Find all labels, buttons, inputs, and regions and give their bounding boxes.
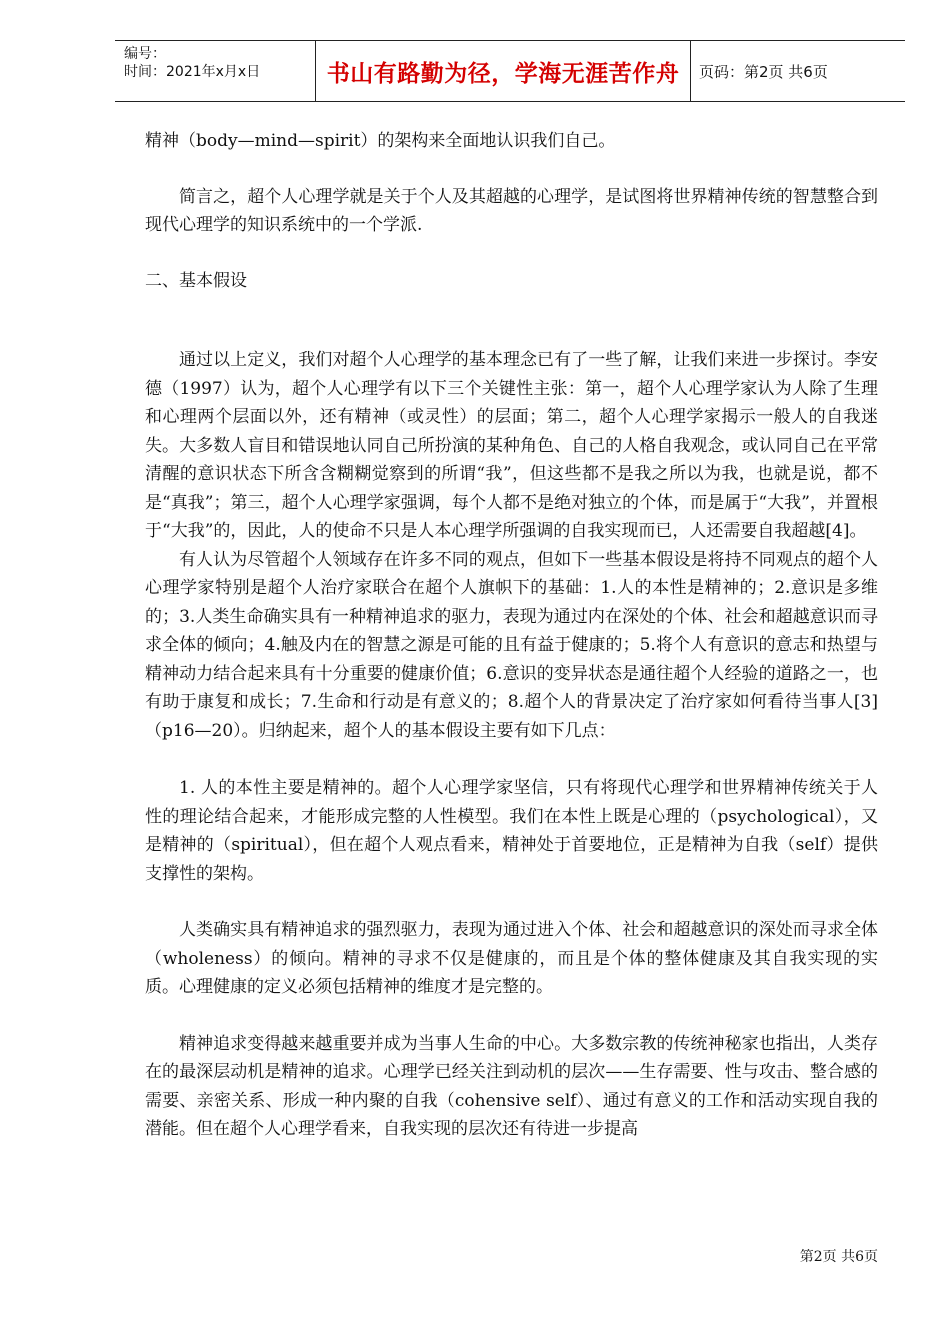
paragraph-key-claims: 通过以上定义，我们对超个人心理学的基本理念已有了一些了解，让我们来进一步探讨。李安德（1997）认为，超个人心理学有以下三个关键性主张：第一，超个人心理学家认为人除了生理和心理两个层面以外，还有精神（或灵性）的层面；第二，超个人心理学家揭示一般人的自我迷失。大多数人盲目和错误地认同自己所扮演的某种角色、自己的人格自我观念，或认同自己在平常清醒的意识状态下所含含糊糊觉察到的所谓“我”，但这些都不是我之所以为我，也就是说，都不是“真我”；第三，超个人心理学家强调，每个人都不是绝对独立的个体，而是属于“大我”，并置根于“大我”的，因此，人的使命不只是人本心理学所强调的自我实现而已，人还需要自我超越[4]。 [145, 350, 878, 541]
paragraph-summary: 简言之，超个人心理学就是关于个人及其超越的心理学，是试图将世界精神传统的智慧整合到现代心理学的知识系统中的一个学派. [145, 186, 878, 235]
header-meta [115, 41, 316, 101]
paragraph-assumptions-list: 有人认为尽管超个人领域存在许多不同的观点，但如下一些基本假设是将持不同观点的超个人心理学家特别是超个人治疗家联合在超个人旗帜下的基础：1.人的本性是精神的；2.意识是多维的；3.人类生命确实具有一种精神追求的驱力，表现为通过内在深处的个体、社会和超越意识而寻求全体的倾向；4.触及内在的智慧之源是可能的且有益于健康的；5.将个人有意识的意志和热望与精神动力结合起来具有十分重要的健康价值；6.意识的变异状态是通往超个人经验的道路之一，也有助于康复和成长；7.生命和行动是有意义的；8.超个人的背景决定了治疗家如何看待当事人[3]（p16—20）。归纳起来，超个人的基本假设主要有如下几点： [145, 549, 878, 741]
paragraph-spiritual-drive: 人类确实具有精神追求的强烈驱力，表现为通过进入个体、社会和超越意识的深处而寻求全体（wholeness）的倾向。精神的寻求不仅是健康的，而且是个体的整体健康及其自我实现的实质。心理健康的定义必须包括精神的维度才是完整的。 [145, 920, 878, 997]
paragraph-spiritual-nature: 1. 人的本性主要是精神的。超个人心理学家坚信，只有将现代心理学和世界精神传统关于人性的理论结合起来，才能形成完整的人性模型。我们在本性上既是心理的（psychological），又是精神的（spiritual），但在超个人观点看来，精神处于首要地位，正是精神为自我（self）提供支撑性的架构。 [145, 778, 878, 884]
header-motto: 书山有路勤为径，学海无涯苦作舟 [316, 41, 691, 101]
page-footer: 第2页 共6页 [799, 1249, 878, 1265]
section-heading-basic-assumptions: 二、基本假设 [145, 270, 247, 291]
paragraph-spiritual-pursuit: 精神追求变得越来越重要并成为当事人生命的中心。大多数宗教的传统神秘家也指出，人类存在的最深层动机是精神的追求。心理学已经关注到动机的层次——生存需要、性与攻击、整合感的需要、亲密关系、形成一种内聚的自我（cohensive self）、通过有意义的工作和活动实现自我的潜能。但在超个人心理学看来，自我实现的层次还有待进一步提高 [145, 1033, 878, 1139]
paragraph-body-mind-spirit: 精神（body—mind—spirit）的架构来全面地认识我们自己。 [145, 131, 616, 151]
document-body [145, 127, 878, 1144]
header-page-number: 页码：第2页 共6页 [699, 62, 828, 81]
document-number-label: 编号： [124, 46, 166, 62]
document-time-label: 时间：2021年x月x日 [124, 64, 261, 80]
page-header [115, 40, 905, 102]
